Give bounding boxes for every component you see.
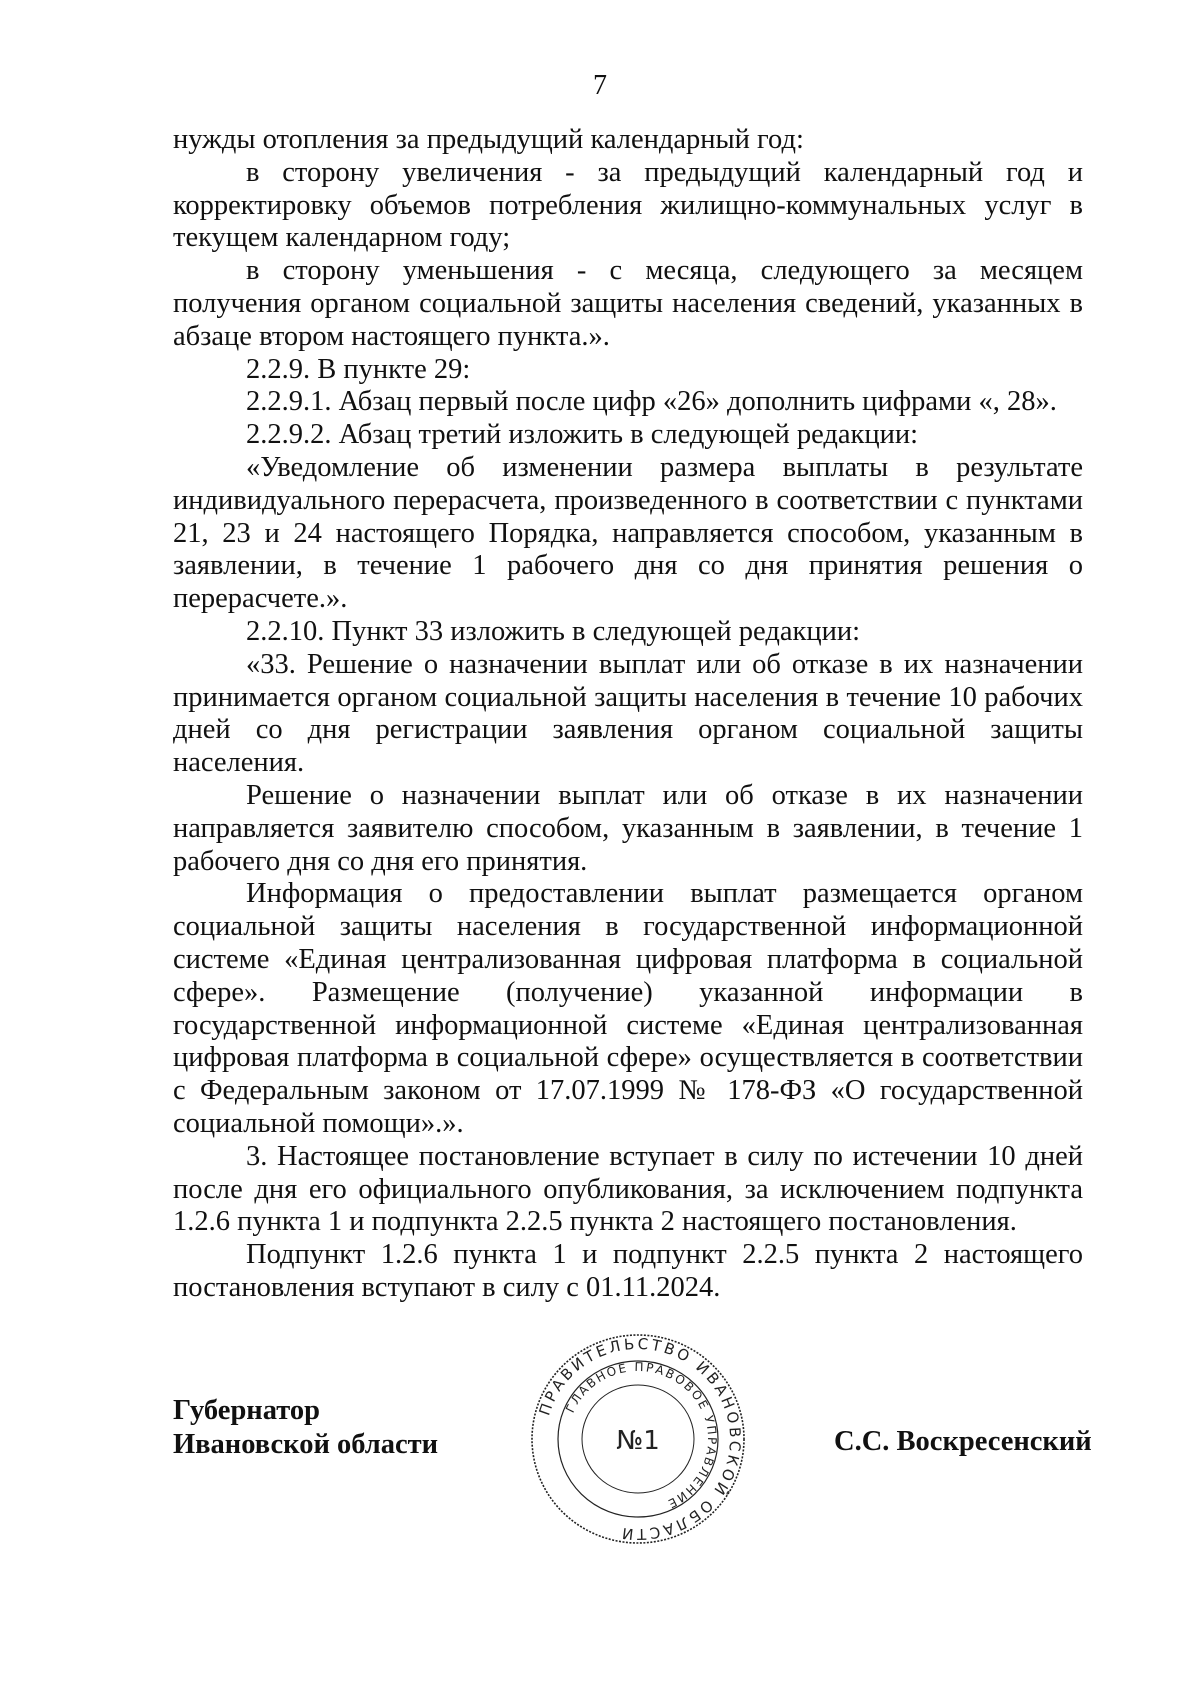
paragraph: Решение о назначении выплат или об отказе в их назначении направляется заявителю способом, указанным в заявлении, в течение 1 рабочего дня со дня его принятия.	[173, 779, 1083, 877]
signatory-title: Губернатор	[173, 1395, 320, 1426]
paragraph: 2.2.9.1. Абзац первый после цифр «26» дополнить цифрами «, 28».	[246, 386, 1057, 418]
paragraph: «Уведомление об изменении размера выплаты в результате индивидуального перерасчета, произведенного в соответствии с пунктами 21, 23 и 24 настоящего Порядка, направляется способом, указанным в заявлении, в течение 1 рабочего дня со дня принятия решения о перерасчете.».	[173, 451, 1083, 615]
signatory-name: С.С. Воскресенский	[834, 1426, 1092, 1457]
stamp-number: №1	[616, 1426, 660, 1456]
document-body	[173, 124, 1083, 1305]
paragraph: 2.2.9. В пункте 29:	[246, 353, 471, 385]
paragraph: в сторону увеличения - за предыдущий календарный год и корректировку объемов потребления жилищно-коммунальных услуг в текущем календарном году;	[173, 156, 1083, 254]
paragraph: «33. Решение о назначении выплат или об отказе в их назначении принимается органом социальной защиты населения в течение 10 рабочих дней со дня регистрации заявления органом социальной защиты населения.	[173, 648, 1083, 779]
paragraph: 2.2.9.2. Абзац третий изложить в следующей редакции:	[246, 419, 919, 451]
stamp-outer-text: ПРАВИТЕЛЬСТВО ИВАНОВСКОЙ ОБЛАСТИ	[535, 1334, 745, 1544]
paragraph: Подпункт 1.2.6 пункта 1 и подпункт 2.2.5 пункта 2 настоящего постановления вступают в силу с 01.11.2024.	[173, 1239, 1083, 1303]
stamp-inner-text: ГЛАВНОЕ ПРАВОВОЕ УПРАВЛЕНИЕ	[563, 1359, 720, 1512]
paragraph: в сторону уменьшения - с месяца, следующего за месяцем получения органом социальной защиты населения сведений, указанных в абзаце втором настоящего пункта.».	[173, 255, 1083, 352]
signatory-region: Ивановской области	[173, 1429, 439, 1460]
paragraph: 3. Настоящее постановление вступает в силу по истечении 10 дней после дня его официального опубликования, за исключением подпункта 1.2.6 пункта 1 и подпункта 2.2.5 пункта 2 настоящего постановления.	[173, 1140, 1083, 1238]
paragraph: нужды отопления за предыдущий календарный год:	[173, 124, 804, 155]
paragraph: Информация о предоставлении выплат размещается органом социальной защиты населения в государственной информационной системе «Единая централизованная цифровая платформа в социальной сфере». Размещение (получение) указанной информации в государственной информационной системе «Единая централизованная цифровая платформа в социальной сфере» осуществляется в соответствии с Федеральным законом от 17.07.1999 № 178-ФЗ «О государственной социальной помощи».».	[173, 878, 1083, 1139]
signatory-position	[173, 1394, 438, 1462]
page-number: 7	[593, 70, 607, 101]
official-stamp	[528, 1332, 748, 1546]
paragraph: 2.2.10. Пункт 33 изложить в следующей редакции:	[246, 615, 860, 647]
